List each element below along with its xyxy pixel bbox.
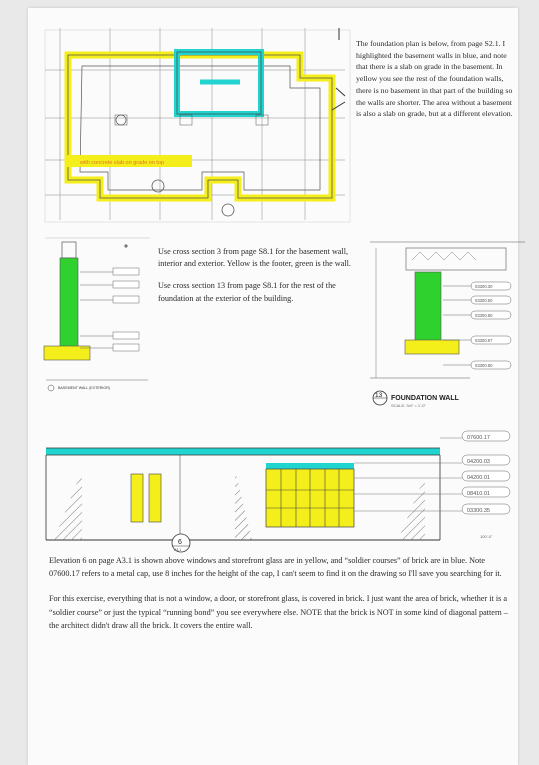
section-notes (158, 246, 363, 315)
elevation-drawing (46, 431, 510, 552)
section-note-foundation: Use cross section 13 from page S8.1 for the rest of the foundation at the exterior of the building. (158, 281, 336, 303)
elevation-sheet: A3.1 (174, 548, 182, 552)
window-yellow (131, 474, 143, 522)
elevation-caption (49, 554, 509, 644)
soldier-course-top (46, 448, 440, 455)
elevation-tag: 08410.01 (467, 491, 490, 497)
caption-paragraph-1: Elevation 6 on page A3.1 is shown above windows and storefront glass are in yellow, and “soldier courses” of brick are in blue. Note 07600.17 refers to a metal cap, use 8 inches for the height of the cap, I can't seem to find it on the drawing so I'll save you searching for it. (49, 556, 502, 579)
section-number: 13 (375, 392, 383, 399)
elevation-tag: 07600.17 (467, 435, 490, 441)
foundation-wall-green (415, 272, 441, 342)
elevation-tag: 04200.03 (467, 459, 490, 465)
foundation-wall-section (370, 242, 525, 408)
elevation-datum: 100'-0" (480, 534, 493, 539)
foundation-plan (45, 28, 350, 222)
caption-paragraph-2: For this exercise, everything that is not a window, a door, or storefront glass, is covered in brick. I just want the area of brick, whether it is a “soldier course” or just the typical “running bond” you see everywhere else. NOTE that the brick is NOT in some kind of diagonal pattern – the architect didn't draw all the brick. It covers the entire wall. (49, 594, 508, 630)
section-tag: 03300.30 (475, 284, 493, 289)
elevation-number: 6 (178, 539, 182, 546)
plan-note: The foundation plan is below, from page S2.1. I highlighted the basement walls in blue, and note that there is a slab on grade in the basement. In yellow you see the rest of the foundation walls, there is no basement in that part of the building so the walls are shorter. The area without a basement is also a slab on grade, but at a different elevation. (356, 39, 513, 119)
section-tag: 03300.50 (475, 298, 493, 303)
elevation-tag: 04200.01 (467, 475, 490, 481)
basement-wall-section (44, 238, 150, 391)
slab-label: with concrete slab on grade on top (80, 160, 165, 166)
soldier-course-storefront (266, 463, 354, 469)
window-yellow (149, 474, 161, 522)
section-note-basement: Use cross section 3 from page S8.1 for the basement wall, interior and exterior. Yellow is the footer, green is the wall. (158, 247, 351, 269)
section-tag: 03300.60 (475, 363, 493, 368)
basement-section-title: BASEMENT WALL (EXTERIOR) (58, 386, 110, 390)
foundation-section-title: FOUNDATION WALL (391, 395, 459, 402)
foundation-wall-outline (68, 55, 332, 198)
section-tag: 03300.87 (475, 338, 493, 343)
section-tag: 03300.80 (475, 313, 493, 318)
elevation-tag: 03300.35 (467, 508, 490, 514)
foundation-footer-yellow (405, 340, 459, 354)
basement-wall-green (60, 258, 78, 356)
section-scale: SCALE: 3/4" = 1'-0" (391, 403, 426, 408)
